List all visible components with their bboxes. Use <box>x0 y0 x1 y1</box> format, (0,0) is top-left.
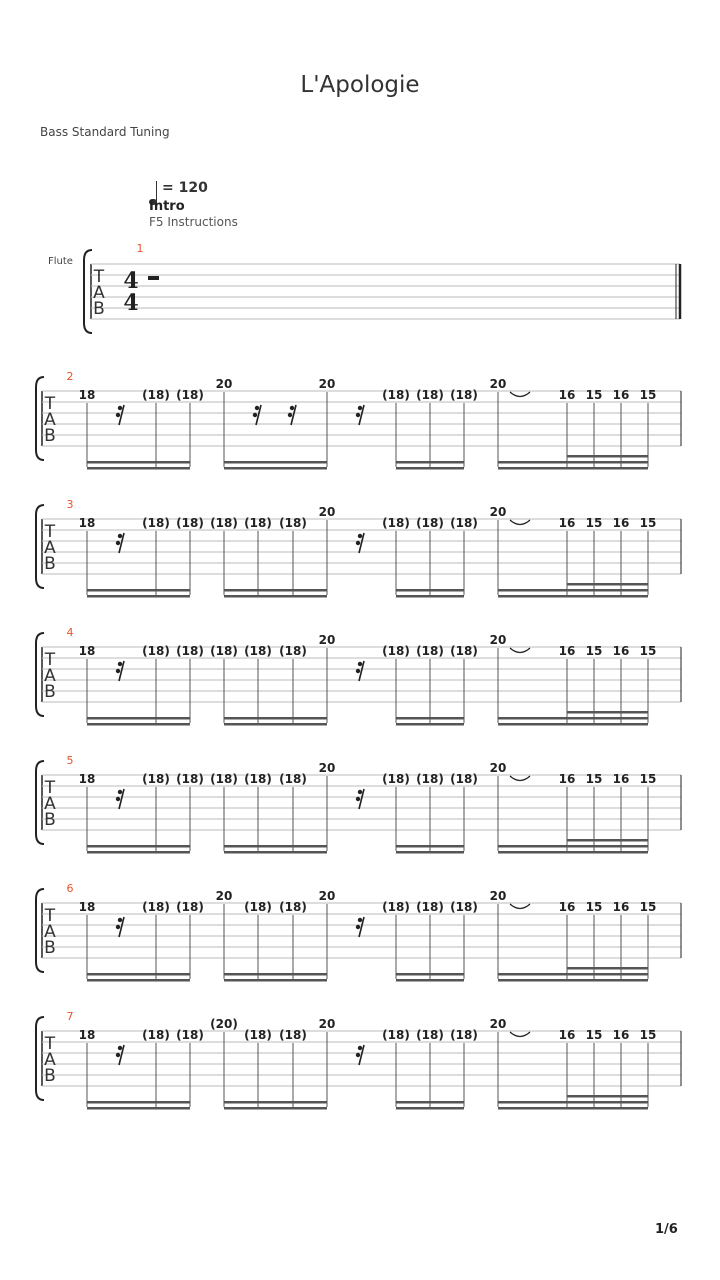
tab-clef-letter: A <box>44 922 56 942</box>
fret-number: 18 <box>78 900 96 914</box>
beam-primary <box>87 467 190 470</box>
fret-number: (18) <box>450 900 478 914</box>
beam-primary <box>498 979 648 982</box>
measure-number: 4 <box>66 626 74 639</box>
beam-secondary <box>87 717 190 720</box>
beam-primary <box>224 467 327 470</box>
fret-number: (18) <box>416 1028 444 1042</box>
fret-number: 20 <box>318 761 336 775</box>
sixteenth-rest-dot <box>356 925 360 929</box>
beam-tertiary <box>567 711 648 714</box>
tab-clef-letter: T <box>44 394 56 414</box>
beam-primary <box>396 723 464 726</box>
fret-number: 16 <box>558 388 576 402</box>
tab-clef-letter: B <box>44 426 56 446</box>
fret-number: 16 <box>558 1028 576 1042</box>
sixteenth-rest-dot <box>116 797 120 801</box>
fret-number: 15 <box>639 516 657 530</box>
beam-tertiary <box>567 967 648 970</box>
sixteenth-rest-dot <box>358 1046 362 1050</box>
beam-secondary <box>224 1101 327 1104</box>
beam-secondary <box>396 1101 464 1104</box>
sixteenth-rest-dot <box>358 662 362 666</box>
fret-number: 16 <box>612 900 630 914</box>
beam-primary <box>396 1107 464 1110</box>
beam-primary <box>87 1107 190 1110</box>
tab-clef-letter: A <box>44 538 56 558</box>
beam-primary <box>396 851 464 854</box>
staff-bracket <box>36 1017 44 1100</box>
sixteenth-rest-dot <box>116 925 120 929</box>
beam-secondary <box>87 973 190 976</box>
sixteenth-rest-dot <box>358 918 362 922</box>
sixteenth-rest-dot <box>118 1046 122 1050</box>
fret-number: (18) <box>416 516 444 530</box>
sixteenth-rest-dot <box>116 669 120 673</box>
tempo-marking: = 120 <box>162 180 208 196</box>
fret-number: 15 <box>585 644 603 658</box>
beam-secondary <box>396 973 464 976</box>
beam-secondary <box>224 589 327 592</box>
fret-number: 18 <box>78 516 96 530</box>
beam-secondary <box>498 845 648 848</box>
tab-clef-letter: T <box>44 1034 56 1054</box>
tab-clef-letter: B <box>44 554 56 574</box>
fret-number: 18 <box>78 644 96 658</box>
fret-number: (18) <box>279 516 307 530</box>
fret-number: 20 <box>318 1017 336 1031</box>
sixteenth-rest-dot <box>356 413 360 417</box>
beam-primary <box>498 595 648 598</box>
measure-number: 3 <box>66 498 74 511</box>
fret-number: (18) <box>450 772 478 786</box>
fret-number: 20 <box>489 889 507 903</box>
page-number: 1/6 <box>655 1222 678 1237</box>
beam-primary <box>396 979 464 982</box>
fret-number: (18) <box>176 1028 204 1042</box>
sixteenth-rest-dot <box>118 406 122 410</box>
beam-primary <box>498 467 648 470</box>
tie-arc <box>510 776 530 781</box>
fret-number: 15 <box>585 900 603 914</box>
tab-clef-letter: T <box>44 906 56 926</box>
fret-number: (18) <box>244 1028 272 1042</box>
beam-primary <box>87 595 190 598</box>
measure-number: 5 <box>66 754 74 767</box>
fret-number: (18) <box>279 900 307 914</box>
sixteenth-rest-dot <box>118 790 122 794</box>
beam-secondary <box>224 461 327 464</box>
fret-number: 20 <box>215 889 233 903</box>
tab-clef-letter: A <box>44 410 56 430</box>
beam-tertiary <box>567 583 648 586</box>
staff-bracket <box>36 505 44 588</box>
sixteenth-rest-dot <box>356 541 360 545</box>
beam-secondary <box>498 717 648 720</box>
fret-number: (18) <box>210 516 238 530</box>
fret-number: (18) <box>142 900 170 914</box>
tab-clef-letter: A <box>44 666 56 686</box>
fret-number: (18) <box>244 644 272 658</box>
fret-number: (18) <box>142 1028 170 1042</box>
fret-number: 20 <box>318 889 336 903</box>
fret-number: (18) <box>279 644 307 658</box>
fret-number: (18) <box>142 772 170 786</box>
measure-number: 2 <box>66 370 74 383</box>
fret-number: (18) <box>244 772 272 786</box>
fret-number: 15 <box>639 1028 657 1042</box>
beam-secondary <box>224 973 327 976</box>
fret-number: (18) <box>176 388 204 402</box>
beam-secondary <box>396 717 464 720</box>
fret-number: (18) <box>176 516 204 530</box>
measure-number: 6 <box>66 882 74 895</box>
sixteenth-rest-dot <box>116 413 120 417</box>
beam-secondary <box>498 589 648 592</box>
beam-secondary <box>396 845 464 848</box>
fret-number: (18) <box>142 516 170 530</box>
fret-number: 15 <box>639 772 657 786</box>
tab-clef-letter: B <box>44 810 56 830</box>
fret-number: 16 <box>558 516 576 530</box>
beam-primary <box>498 723 648 726</box>
beam-tertiary <box>567 455 648 458</box>
tab-clef-letter: B <box>44 1066 56 1086</box>
staff-bracket <box>36 761 44 844</box>
fret-number: (18) <box>416 772 444 786</box>
sixteenth-rest-dot <box>356 669 360 673</box>
tab-clef-letter: B <box>44 938 56 958</box>
beam-secondary <box>396 461 464 464</box>
fret-number: (18) <box>176 644 204 658</box>
tie-arc <box>510 904 530 909</box>
sixteenth-rest-dot <box>358 534 362 538</box>
tie-arc <box>510 520 530 525</box>
beam-primary <box>87 979 190 982</box>
fret-number: 16 <box>558 772 576 786</box>
tie-arc <box>510 648 530 653</box>
sixteenth-rest-dot <box>118 662 122 666</box>
section-instructions: F5 Instructions <box>149 215 238 229</box>
fret-number: 15 <box>585 772 603 786</box>
fret-number: (18) <box>416 900 444 914</box>
sixteenth-rest-dot <box>290 406 294 410</box>
fret-number: 20 <box>318 633 336 647</box>
tie-arc <box>510 1032 530 1037</box>
measure-number: 7 <box>66 1010 74 1023</box>
beam-primary <box>224 1107 327 1110</box>
fret-number: 20 <box>489 761 507 775</box>
tuning-label: Bass Standard Tuning <box>40 125 170 139</box>
tab-clef-letter: A <box>93 283 105 303</box>
staff-bracket <box>36 633 44 716</box>
fret-number: (18) <box>450 1028 478 1042</box>
fret-number: (18) <box>382 900 410 914</box>
whole-rest <box>148 276 159 280</box>
sixteenth-rest-dot <box>116 1053 120 1057</box>
fret-number: (18) <box>176 772 204 786</box>
measure-number: 1 <box>136 242 144 255</box>
fret-number: (20) <box>210 1017 238 1031</box>
beam-primary <box>224 851 327 854</box>
fret-number: 15 <box>585 1028 603 1042</box>
fret-number: 20 <box>489 505 507 519</box>
fret-number: 18 <box>78 388 96 402</box>
beam-primary <box>224 595 327 598</box>
fret-number: 15 <box>639 388 657 402</box>
sixteenth-rest-dot <box>253 413 257 417</box>
sixteenth-rest-dot <box>118 918 122 922</box>
beam-secondary <box>87 1101 190 1104</box>
fret-number: (18) <box>382 1028 410 1042</box>
fret-number: (18) <box>416 388 444 402</box>
fret-number: 16 <box>612 1028 630 1042</box>
fret-number: 15 <box>639 644 657 658</box>
section-name: Intro <box>149 199 185 214</box>
fret-number: 20 <box>489 377 507 391</box>
beam-secondary <box>396 589 464 592</box>
beam-secondary <box>87 589 190 592</box>
staff-bracket <box>36 377 44 460</box>
fret-number: 18 <box>78 772 96 786</box>
tab-clef-letter: T <box>93 267 105 287</box>
sixteenth-rest-dot <box>288 413 292 417</box>
beam-secondary <box>87 845 190 848</box>
fret-number: 20 <box>318 377 336 391</box>
beam-secondary <box>87 461 190 464</box>
fret-number: (18) <box>382 644 410 658</box>
beam-primary <box>498 1107 648 1110</box>
staff-bracket <box>36 889 44 972</box>
fret-number: (18) <box>382 772 410 786</box>
beam-secondary <box>498 461 648 464</box>
track-name: Flute <box>48 256 73 267</box>
beam-tertiary <box>567 839 648 842</box>
sixteenth-rest-dot <box>358 406 362 410</box>
fret-number: (18) <box>382 516 410 530</box>
fret-number: 16 <box>612 516 630 530</box>
fret-number: 16 <box>612 644 630 658</box>
beam-primary <box>396 595 464 598</box>
sixteenth-rest-dot <box>356 1053 360 1057</box>
fret-number: (18) <box>416 644 444 658</box>
fret-number: (18) <box>244 516 272 530</box>
fret-number: 15 <box>585 516 603 530</box>
beam-primary <box>87 723 190 726</box>
fret-number: (18) <box>142 388 170 402</box>
sixteenth-rest-dot <box>116 541 120 545</box>
fret-number: 20 <box>489 1017 507 1031</box>
page-title: L'Apologie <box>300 72 420 98</box>
fret-number: 16 <box>612 388 630 402</box>
beam-secondary <box>224 845 327 848</box>
fret-number: 16 <box>558 644 576 658</box>
fret-number: (18) <box>142 644 170 658</box>
time-signature-numerator: 4 <box>123 268 139 294</box>
fret-number: 20 <box>215 377 233 391</box>
fret-number: (18) <box>450 388 478 402</box>
fret-number: (18) <box>176 900 204 914</box>
fret-number: 20 <box>318 505 336 519</box>
fret-number: 15 <box>585 388 603 402</box>
sixteenth-rest-dot <box>356 797 360 801</box>
sixteenth-rest-dot <box>118 534 122 538</box>
beam-primary <box>224 723 327 726</box>
sixteenth-rest-dot <box>358 790 362 794</box>
fret-number: 18 <box>78 1028 96 1042</box>
tab-clef-letter: A <box>44 794 56 814</box>
tab-clef-letter: T <box>44 650 56 670</box>
tab-clef-letter: B <box>44 682 56 702</box>
tab-clef-letter: A <box>44 1050 56 1070</box>
tab-clef-letter: T <box>44 522 56 542</box>
fret-number: (18) <box>279 772 307 786</box>
fret-number: (18) <box>210 644 238 658</box>
tie-arc <box>510 392 530 397</box>
fret-number: (18) <box>382 388 410 402</box>
beam-secondary <box>498 1101 648 1104</box>
fret-number: (18) <box>210 772 238 786</box>
beam-tertiary <box>567 1095 648 1098</box>
beam-primary <box>87 851 190 854</box>
fret-number: 16 <box>612 772 630 786</box>
fret-number: (18) <box>450 644 478 658</box>
beam-secondary <box>498 973 648 976</box>
fret-number: (18) <box>279 1028 307 1042</box>
beam-secondary <box>224 717 327 720</box>
fret-number: 15 <box>639 900 657 914</box>
fret-number: (18) <box>244 900 272 914</box>
tab-clef-letter: T <box>44 778 56 798</box>
sixteenth-rest-dot <box>255 406 259 410</box>
time-signature-denominator: 4 <box>123 290 139 316</box>
fret-number: 20 <box>489 633 507 647</box>
tab-clef-letter: B <box>93 299 105 319</box>
beam-primary <box>498 851 648 854</box>
fret-number: 16 <box>558 900 576 914</box>
fret-number: (18) <box>450 516 478 530</box>
beam-primary <box>396 467 464 470</box>
beam-primary <box>224 979 327 982</box>
